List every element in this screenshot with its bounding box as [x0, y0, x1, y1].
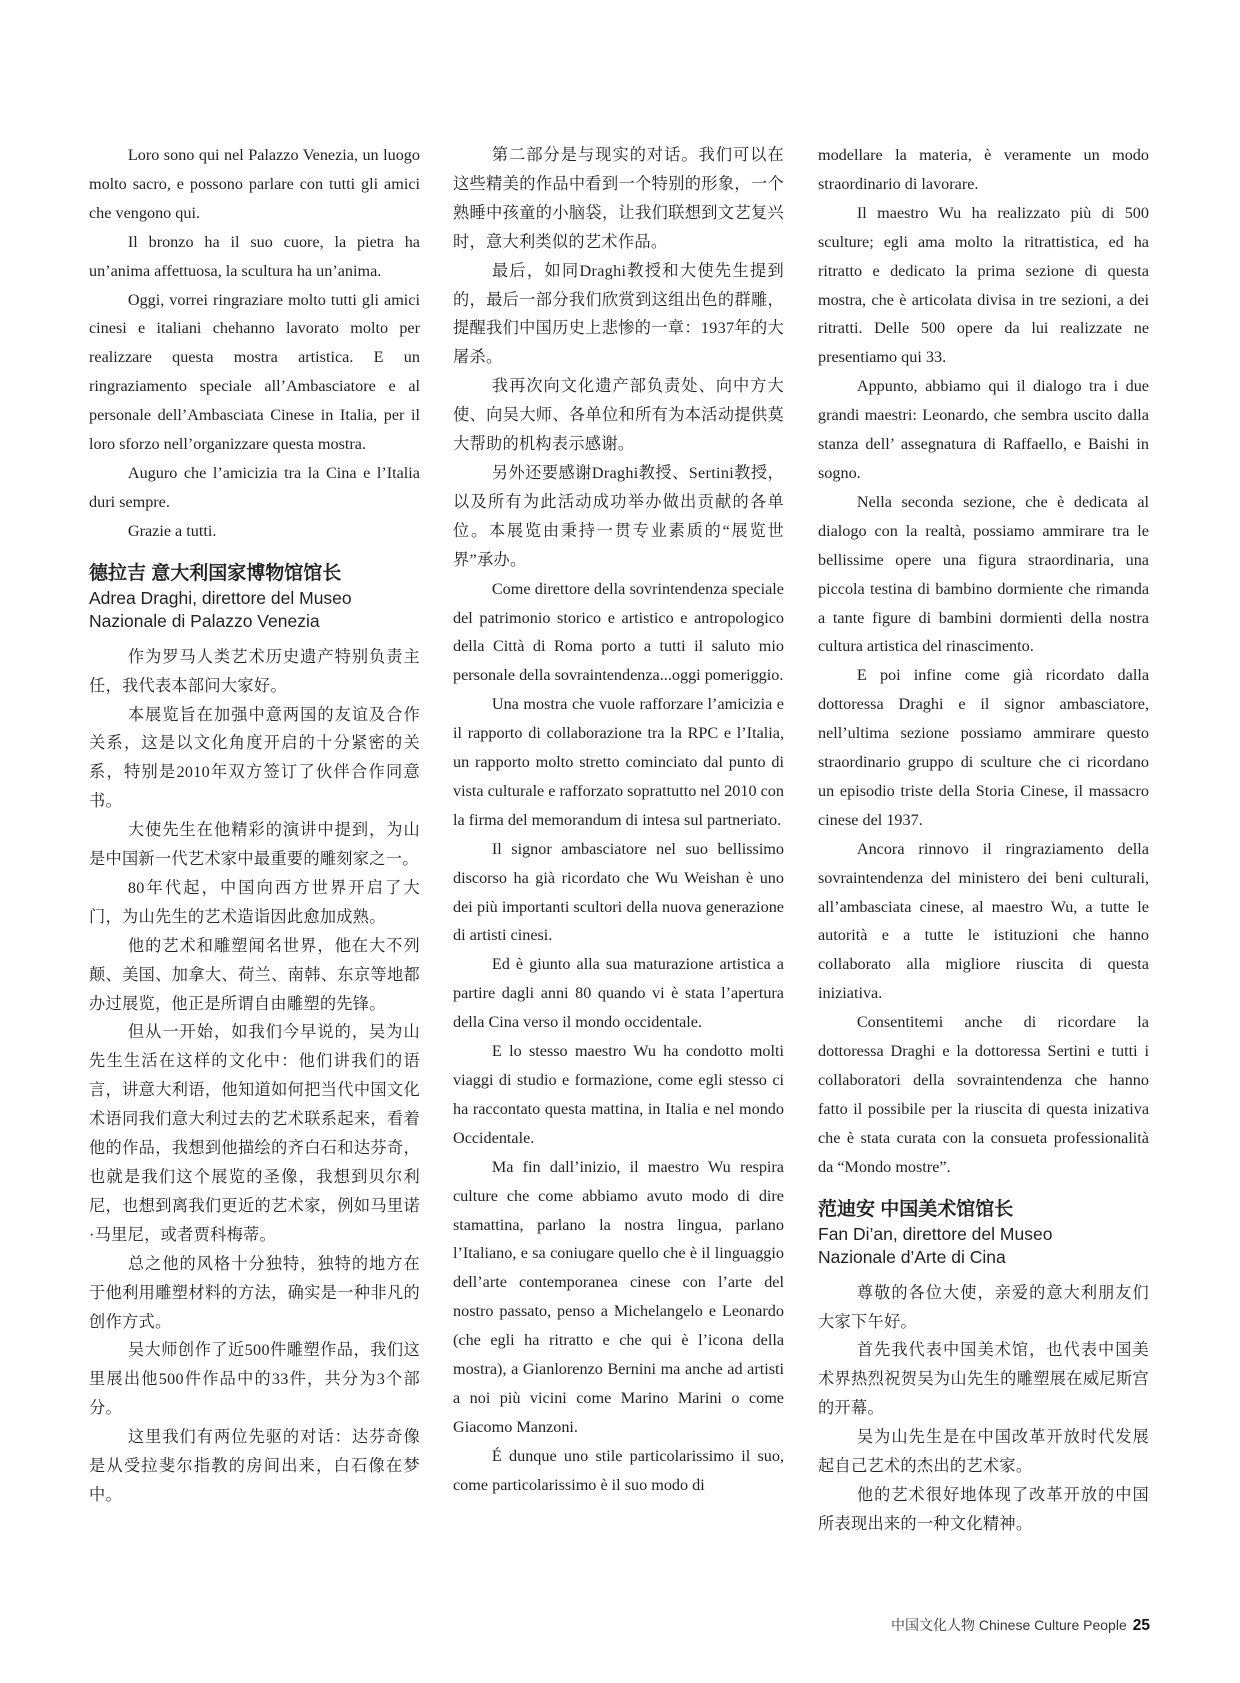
column-3 — [818, 141, 1149, 1539]
body-paragraph: 这里我们有两位先驱的对话：达芬奇像是从受拉斐尔指教的房间出来，白石像在梦中。 — [89, 1428, 420, 1504]
speaker-title-en: Adrea Draghi, direttore del Museo — [89, 587, 352, 608]
column-2 — [453, 141, 784, 1500]
speaker-title-en: Nazionale d’Arte di Cina — [818, 1246, 1006, 1267]
speaker-title-zh: 范迪安 中国美术馆馆长 — [818, 1198, 1014, 1220]
body-paragraph: Auguro che l’amicizia tra la Cina e l’Italia duri sempre. — [89, 463, 420, 511]
body-paragraph: 他的艺术很好地体现了改革开放的中国所表现出来的一种文化精神。 — [818, 1485, 1149, 1533]
body-paragraph: 尊敬的各位大使，亲爱的意大利朋友们大家下午好。 — [818, 1283, 1149, 1331]
body-paragraph: Una mostra che vuole rafforzare l’amicizia e il rapporto di collaborazione tra la RPC e l’Italia, un rapporto molto stretto cominciato dal punto di vista culturale e rafforzato soprattutto nel 2010 con la firma del memorandum di intesa sul partneriato. — [453, 695, 784, 829]
body-paragraph: modellare la materia, è veramente un modo straordinario di lavorare. — [818, 146, 1149, 193]
body-paragraph: Il bronzo ha il suo cuore, la pietra ha un’anima affettuosa, la scultura ha un’anima. — [89, 232, 420, 280]
body-paragraph: Loro sono qui nel Palazzo Venezia, un luogo molto sacro, e possono parlare con tutti gli amici che vengono qui. — [89, 146, 420, 222]
body-paragraph: E lo stesso maestro Wu ha condotto molti viaggi di studio e formazione, come egli stesso ci ha raccontato questa mattina, in Italia e nel mondo Occidentale. — [453, 1042, 784, 1147]
magazine-name: 中国文化人物 Chinese Culture People — [890, 1617, 1127, 1633]
speaker-title-zh: 德拉吉 意大利国家博物馆馆长 — [89, 562, 342, 584]
body-paragraph: Ed è giunto alla sua maturazione artistica a partire dagli anni 80 quando vi è stata l’apertura della Cina verso il mondo occidentale. — [453, 955, 784, 1032]
body-paragraph: Il maestro Wu ha realizzato più di 500 sculture; egli ama molto la ritrattistica, ed ha ritratto e dedicato la prima sezione di questa mostra, che è articolata divisa in tre sezioni, a dei ritratti. Delle 500 opere da lui realizzate ne presentiamo qui 33. — [818, 203, 1149, 367]
body-paragraph: 总之他的风格十分独特，独特的地方在于他利用雕塑材料的方法，确实是一种非凡的创作方式。 — [89, 1254, 420, 1331]
speaker-heading — [89, 560, 420, 633]
body-paragraph: 本展览旨在加强中意两国的友谊及合作关系，这是以文化角度开启的十分紧密的关系，特别是2010年双方签订了伙伴合作同意书。 — [89, 705, 420, 811]
body-paragraph: Grazie a tutti. — [127, 521, 217, 540]
body-paragraph: Appunto, abbiamo qui il dialogo tra i due grandi maestri: Leonardo, che sembra uscito dalla stanza dell’ assegnatura di Raffaello, e Baishi in sogno. — [818, 377, 1149, 482]
page-footer — [877, 1615, 1150, 1635]
body-paragraph: Consentitemi anche di ricordare la dottoressa Draghi e la dottoressa Sertini e tutti i collaboratori della sovraintendenza che hanno fatto il possibile per la riuscita di questa inizativa che è stata curata con la consueta professionalità da “Mondo mostre”. — [818, 1013, 1149, 1176]
column-1 — [89, 141, 420, 1510]
speaker-title-en: Fan Di’an, direttore del Museo — [818, 1223, 1053, 1244]
body-paragraph: 吴大师创作了近500件雕塑作品，我们这里展出他500件作品中的33件，共分为3个部分。 — [89, 1341, 420, 1418]
body-paragraph: 另外还要感谢Draghi教授、Sertini教授，以及所有为此活动成功举办做出贡献的各单位。本展览由秉持一贯专业素质的“展览世界”承办。 — [453, 463, 784, 569]
speaker-heading — [818, 1196, 1149, 1269]
body-paragraph: Come direttore della sovrintendenza speciale del patrimonio storico e artistico e antropologico della Città di Roma porto a tutti il saluto mio personale della sovraintendenza...oggi pomeriggio. — [453, 579, 784, 685]
body-paragraph: 作为罗马人类艺术历史遗产特别负责主任，我代表本部问大家好。 — [89, 647, 420, 695]
body-paragraph: 但从一开始，如我们今早说的，吴为山先生生活在这样的文化中：他们讲我们的语言，讲意大利语，他知道如何把当代中国文化术语同我们意大利过去的艺术联系起来，看着他的作品，我想到他描绘的齐白石和达芬奇，也就是我们这个展览的圣像，我想到贝尔利尼，也想到离我们更近的艺术家，例如马里诺·马里尼，或者贾科梅蒂。 — [89, 1023, 420, 1244]
body-paragraph: Nella seconda sezione, che è dedicata al dialogo con la realtà, possiamo ammirare tra le bellissime opere una figura straordinaria, una piccola testina di bambino dormiente che rimanda a tante figure di bambini dormienti della nostra cultura artistica del rinascimento. — [818, 492, 1149, 656]
body-paragraph: Il signor ambasciatore nel suo bellissimo discorso ha già ricordato che Wu Weishan è uno dei più importanti scultori della nuova generazione di artisti cinesi. — [453, 839, 784, 945]
body-paragraph: Ancora rinnovo il ringraziamento della sovraintendenza del ministero dei beni culturali, all’ambasciata cinese, al maestro Wu, a tutte le autorità e a tutte le istituzioni che hanno collaborato alla migliore riuscita di questa iniziativa. — [818, 839, 1149, 1003]
body-paragraph: E poi infine come già ricordato dalla dottoressa Draghi e il signor ambasciatore, nell’ultima sezione possiamo ammirare questo straordinario gruppo di sculture che ci ricordano un episodio triste della Storia Cinese, il massacro cinese del 1937. — [818, 666, 1149, 829]
body-paragraph: 80年代起，中国向西方世界开启了大门，为山先生的艺术造诣因此愈加成熟。 — [89, 878, 420, 926]
body-paragraph: 大使先生在他精彩的演讲中提到，为山是中国新一代艺术家中最重要的雕刻家之一。 — [89, 821, 420, 869]
body-paragraph: 第二部分是与现实的对话。我们可以在这些精美的作品中看到一个特别的形象，一个熟睡中孩童的小脑袋，让我们联想到文艺复兴时，意大利类似的艺术作品。 — [453, 146, 784, 251]
body-paragraph: 我再次向文化遗产部负责处、向中方大使、向吴大师、各单位和所有为本活动提供莫大帮助的机构表示感谢。 — [453, 377, 784, 454]
page-number: 25 — [1132, 1617, 1150, 1634]
body-paragraph: Ma fin dall’inizio, il maestro Wu respira culture che come abbiamo avuto modo di dire stamattina, parlano la nostra lingua, parlano l’Italiano, e sa coniugare quello che è il linguaggio dell’arte contemporanea cinese con l’arte del nostro passato, penso a Michelangelo e Leonardo (che egli ha ritratto e che qui è l’icona della mostra), a Gianlorenzo Bernini ma anche ad artisti a noi più vicini come Marino Marini o come Giacomo Manzoni. — [453, 1157, 784, 1436]
body-paragraph: 吴为山先生是在中国改革开放时代发展起自己艺术的杰出的艺术家。 — [818, 1428, 1149, 1476]
body-paragraph: 最后，如同Draghi教授和大使先生提到的，最后一部分我们欣赏到这组出色的群雕，提醒我们中国历史上悲惨的一章：1937年的大屠杀。 — [453, 261, 784, 367]
speaker-title-en: Nazionale di Palazzo Venezia — [89, 610, 320, 631]
body-paragraph: 他的艺术和雕塑闻名世界，他在大不列颠、美国、加拿大、荷兰、南韩、东京等地都办过展览，他正是所谓自由雕塑的先锋。 — [89, 936, 420, 1013]
body-paragraph: É dunque uno stile particolarissimo il suo, come particolarissimo è il suo modo di — [453, 1446, 784, 1494]
body-paragraph: Oggi, vorrei ringraziare molto tutti gli amici cinesi e italiani chehanno lavorato molto per realizzare questa mostra artistica. E un ringraziamento speciale all’Ambasciatore e al personale dell’Ambasciata Cinese in Italia, per il loro sforzo nell’organizzare questa mostra. — [89, 290, 420, 454]
body-paragraph: 首先我代表中国美术馆，也代表中国美术界热烈祝贺吴为山先生的雕塑展在威尼斯宫的开幕。 — [818, 1341, 1149, 1418]
